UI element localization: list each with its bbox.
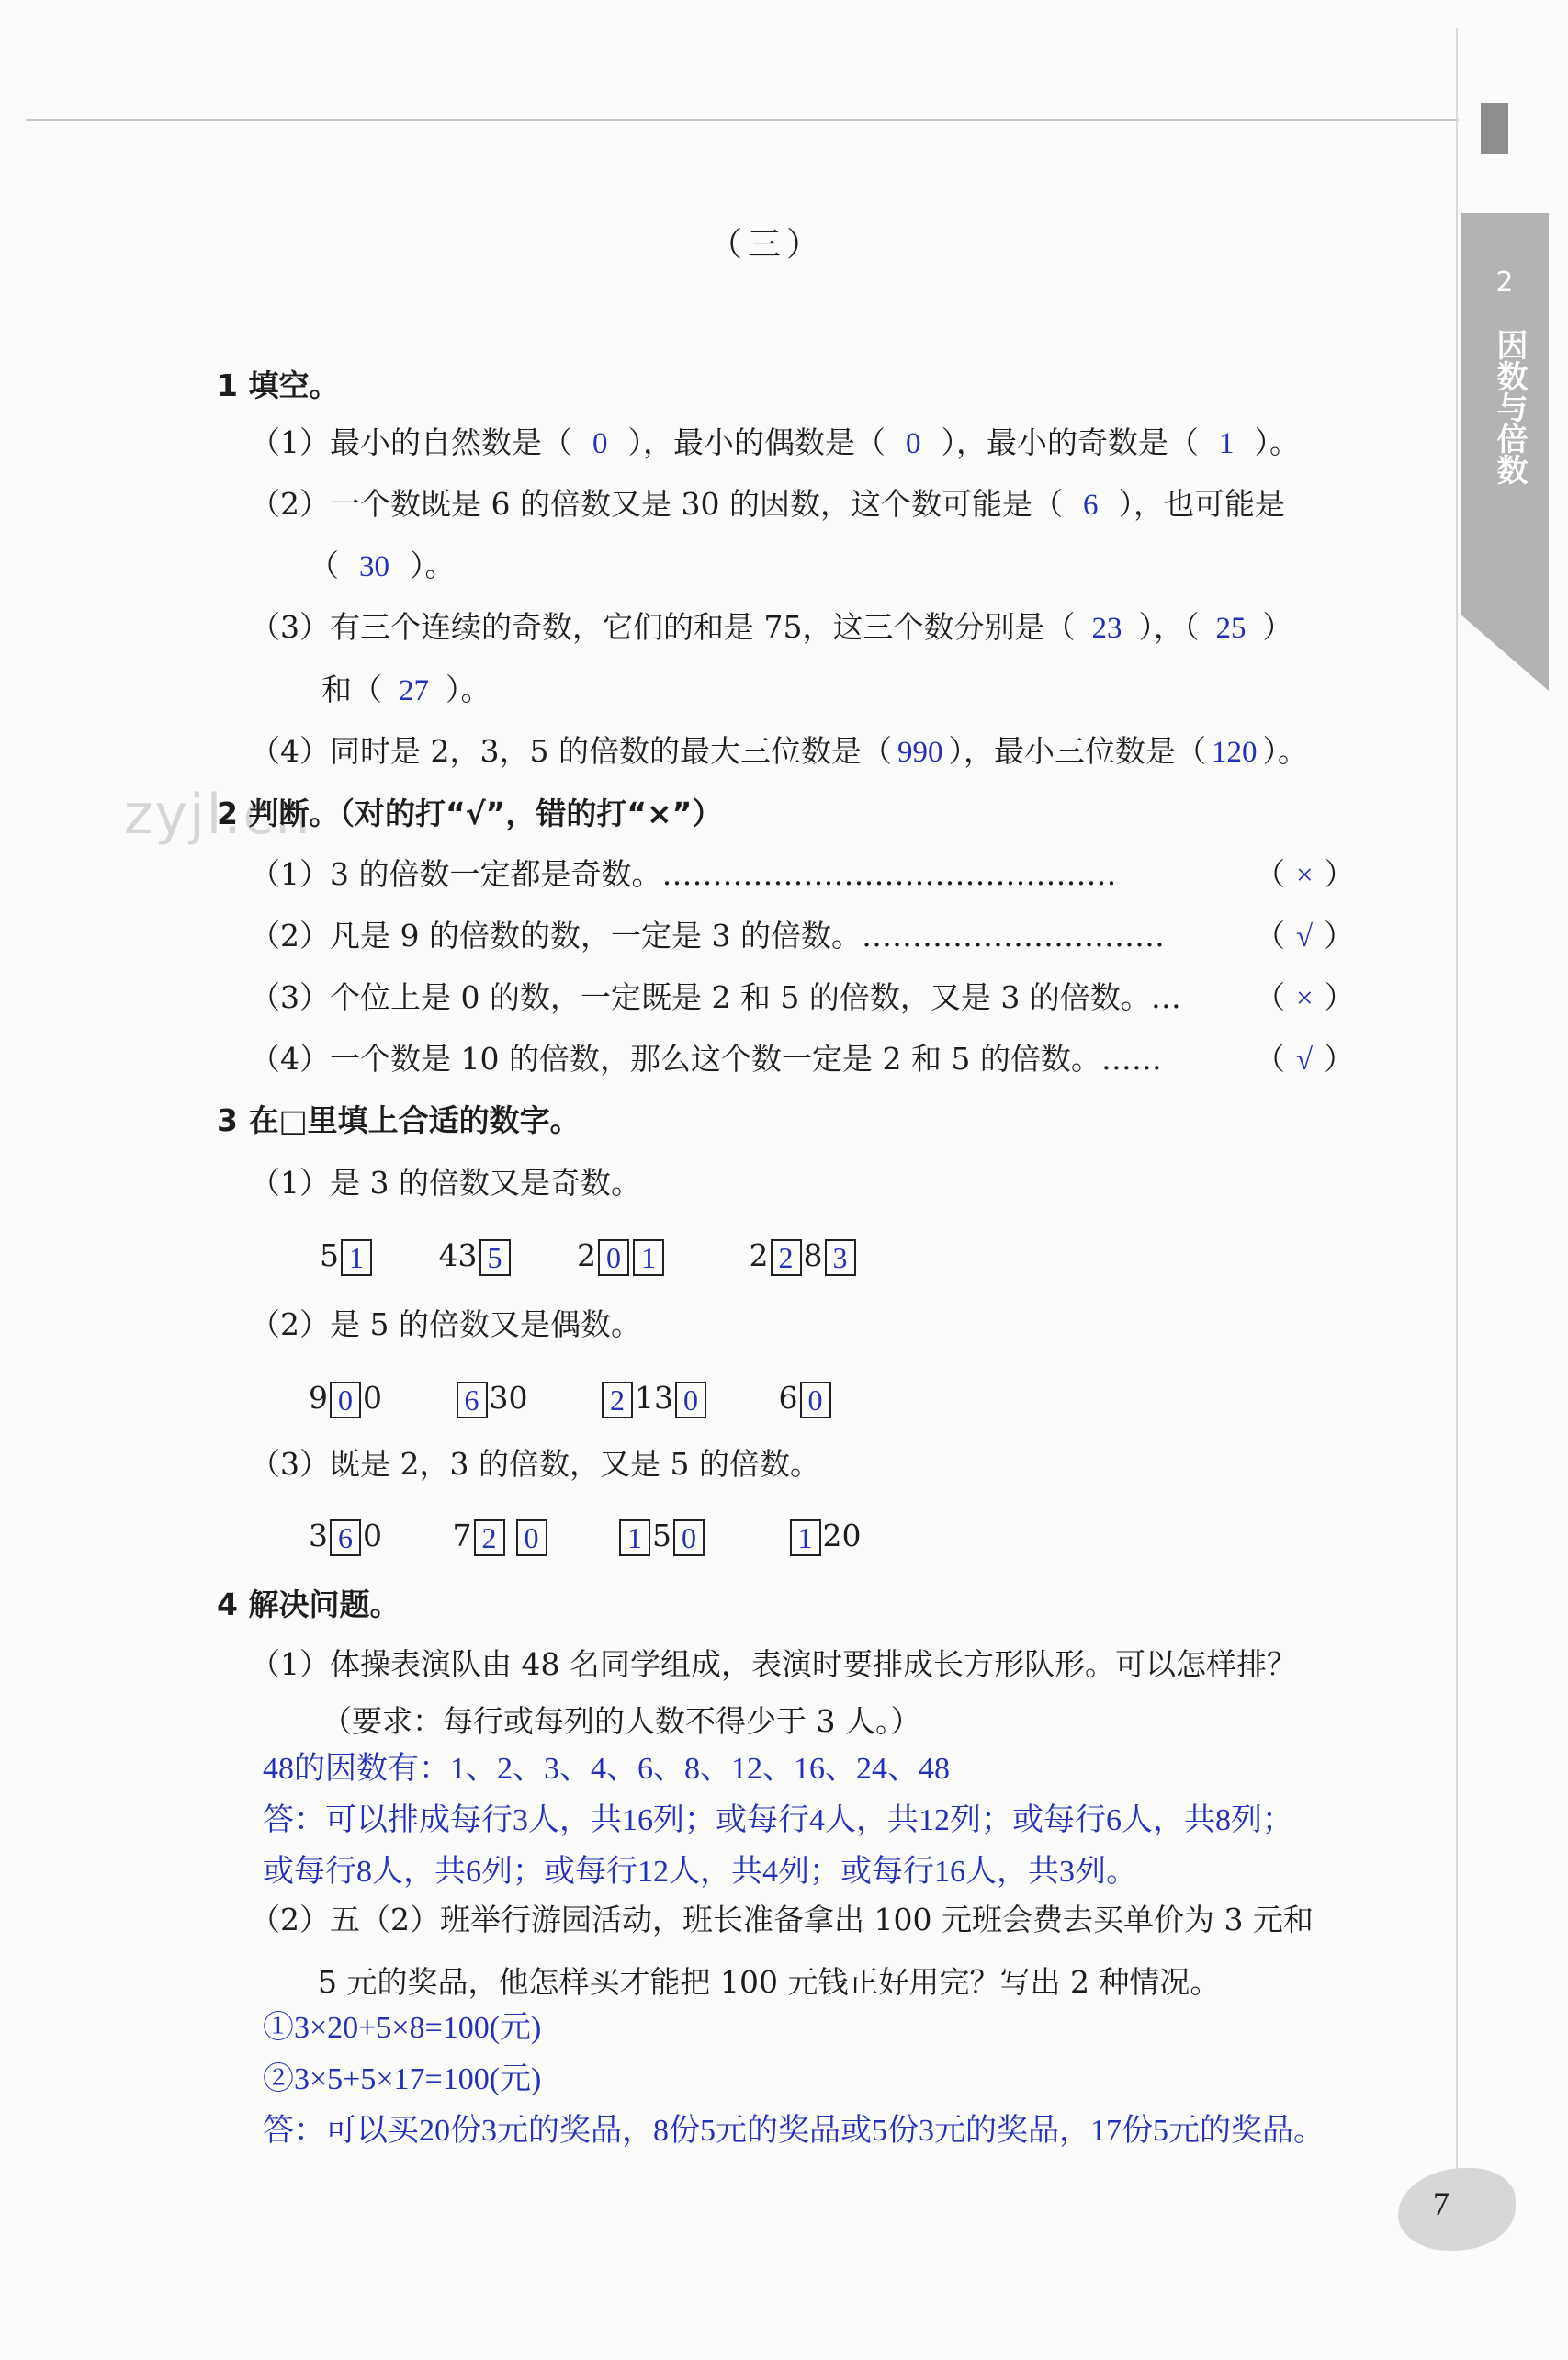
corner-mark [1481, 103, 1508, 154]
q1-item-3-cont: 和（ 27 ）。 [321, 672, 491, 707]
q4-answer-2-case-1: ①3×20+5×8=100(元) [263, 2011, 542, 2045]
q2-answer-1: （ × ） [1255, 856, 1355, 892]
q1-item-2: （2）一个数既是 6 的倍数又是 30 的因数，这个数可能是（ 6 ），也可能是 [250, 486, 1285, 522]
q2-answer-2: （ √ ） [1255, 918, 1355, 954]
q4-problem-2: （2）五（2）班举行游园活动，班长准备拿出 100 元班会费去买单价为 3 元和 [250, 1902, 1314, 1937]
q3-item-2-numbers: 9 0 0 6 30 2 13 0 6 0 [309, 1378, 833, 1418]
q2-item-2: （2）凡是 9 的倍数的数，一定是 3 的倍数。………………………… [250, 918, 1165, 954]
q2-header: 2 判断。（对的打“√”，错的打“×”） [217, 796, 723, 831]
q4-header: 4 解决问题。 [217, 1587, 400, 1622]
leaf-decoration [1398, 2168, 1516, 2251]
margin-rule [1456, 28, 1458, 2214]
q4-answer-2-case-2: ②3×5+5×17=100(元) [263, 2062, 542, 2096]
q3-item-1-numbers: 5 1 43 5 2 0 1 2 2 8 3 [320, 1236, 858, 1276]
q4-answer-2-summary: 答：可以买20份3元的奖品，8份5元的奖品或5份3元的奖品，17份5元的奖品。 [263, 2114, 1325, 2148]
watermark: zyjl.cn [124, 783, 312, 847]
q2-item-1: （1）3 的倍数一定都是奇数。……………………………………… [250, 856, 1117, 892]
q3-item-3-label: （3）既是 2，3 的倍数，又是 5 的倍数。 [250, 1446, 820, 1482]
q3-item-3-numbers: 3 6 0 7 2 0 1 5 0 1 20 [309, 1518, 862, 1554]
q2-item-3: （3）个位上是 0 的数，一定既是 2 和 5 的倍数，又是 3 的倍数。… [250, 979, 1181, 1015]
section-title: （三） [708, 226, 825, 264]
q4-problem-1-note: （要求：每行或每列的人数不得少于 3 人。） [321, 1703, 921, 1739]
q1-header: 1 填空。 [217, 367, 340, 403]
top-rule [26, 119, 1459, 121]
page-number: 7 [1433, 2185, 1450, 2222]
q2-answer-3: （ × ） [1255, 979, 1355, 1015]
q3-item-1-label: （1）是 3 的倍数又是奇数。 [250, 1165, 641, 1201]
q4-answer-1-line-2: 或每行8人，共6列；或每行12人，共4列；或每行16人，共3列。 [263, 1855, 1137, 1889]
q2-answer-4: （ √ ） [1255, 1041, 1355, 1077]
q4-problem-1: （1）体操表演队由 48 名同学组成，表演时要排成长方形队形。可以怎样排？ [250, 1646, 1297, 1682]
q1-item-1: （1）最小的自然数是（ 0 ），最小的偶数是（ 0 ），最小的奇数是（ 1 ）。 [250, 424, 1300, 460]
q1-item-3: （3）有三个连续的奇数，它们的和是 75，这三个数分别是（ 23 ），（ 25 ） [250, 609, 1293, 645]
q2-item-4: （4）一个数是 10 的倍数，那么这个数一定是 2 和 5 的倍数。…… [250, 1041, 1162, 1077]
q1-item-4: （4）同时是 2，3，5 的倍数的最大三位数是（ 990 ），最小三位数是（ 120 ）。 [250, 733, 1308, 769]
q4-answer-1-line-1: 答：可以排成每行3人，共16列；或每行4人，共12列；或每行6人，共8列； [263, 1803, 1293, 1837]
q4-answer-1-factors: 48的因数有：1、2、3、4、6、8、12、16、24、48 [263, 1752, 950, 1786]
q3-header: 3 在□里填上合适的数字。 [217, 1102, 581, 1138]
q4-problem-2-cont: 5 元的奖品，他怎样买才能把 100 元钱正好用完？写出 2 种情况。 [318, 1964, 1221, 2000]
q1-item-2-cont: （ 30 ）。 [309, 548, 456, 583]
chapter-title: 因数与倍数 [1491, 329, 1528, 485]
q3-item-2-label: （2）是 5 的倍数又是偶数。 [250, 1306, 641, 1342]
chapter-number: 2 [1495, 266, 1514, 299]
